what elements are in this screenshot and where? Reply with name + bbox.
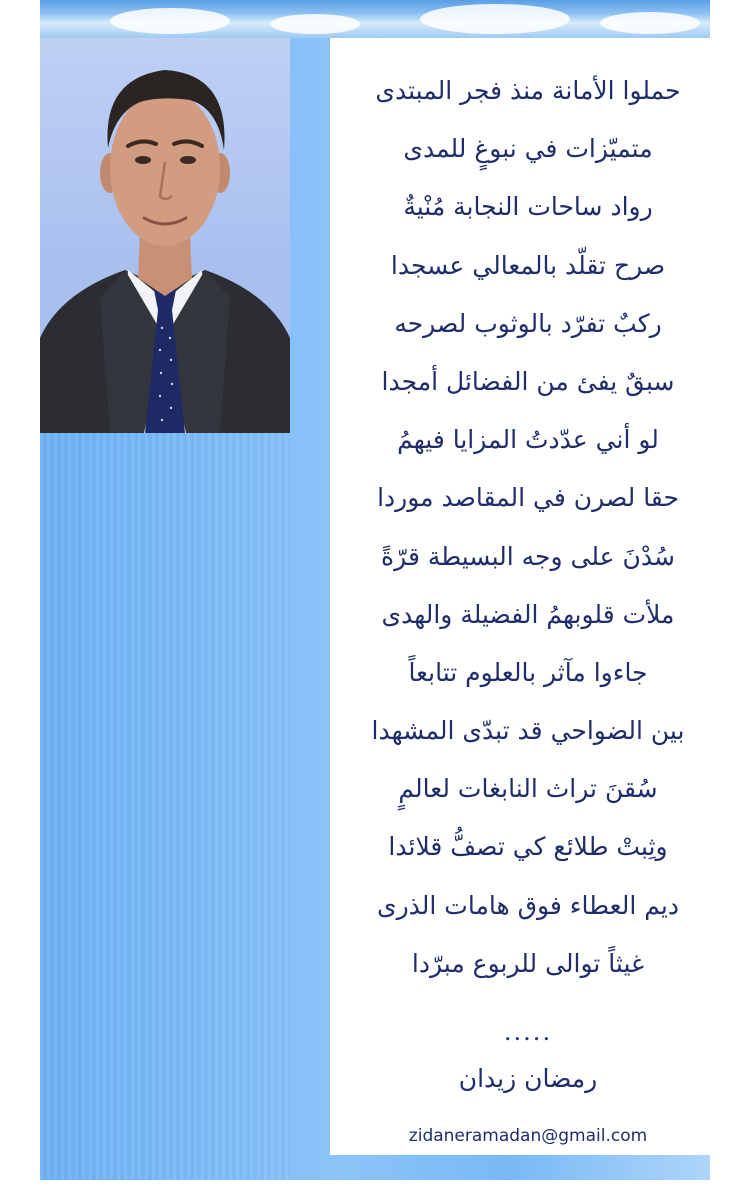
poem-verse: متميّزات في نبوغٍ للمدى	[403, 134, 653, 164]
poem-verse: جاءوا مآثر بالعلوم تتابعاً	[408, 657, 648, 687]
poem-verse: سُدْنَ على وجه البسيطة قرّةً	[381, 541, 675, 571]
author-email: zidaneramadan@gmail.com	[408, 1126, 648, 1146]
poem-verse: غيثاً توالى للربوع مبرّدا	[411, 948, 645, 978]
poem-verse: حقا لصرن في المقاصد موردا	[377, 483, 679, 513]
cloud-shape	[420, 4, 570, 34]
poem-verse: بين الضواحي قد تبدّى المشهدا	[371, 716, 685, 746]
poem-verse: وثِبتْ طلائع كي تصفُّ قلائدا	[388, 832, 668, 862]
poem-verse: صرح تقلّد بالمعالي عسجدا	[390, 250, 666, 280]
poem-verse: حملوا الأمانة منذ فجر المبتدى	[375, 76, 681, 105]
cloud-shape	[270, 14, 360, 34]
poem-ellipsis: .....	[503, 1018, 553, 1046]
poem-verse: ركبٌ تفرّد بالوثوب لصرحه	[394, 308, 662, 338]
poster-frame	[40, 38, 710, 1180]
cloud-shape	[110, 8, 230, 34]
poem-verse: ديم العطاء فوق هامات الذرى	[377, 890, 679, 920]
portrait-illustration	[40, 38, 290, 433]
poem-verse: ملأت قلوبهمُ الفضيلة والهدى	[381, 599, 675, 629]
author-signature: رمضان زيدان	[458, 1064, 598, 1093]
poem-verses	[330, 62, 726, 993]
poem-verse: سُقنَ تراث النابغات لعالمٍ	[398, 774, 658, 804]
poem-verse: سبقٌ يفئ من الفضائل أمجدا	[381, 366, 675, 396]
cloud-shape	[600, 12, 700, 34]
decorative-stripes	[40, 433, 290, 1180]
poem-verse: لو أني عدّدتُ المزايا فيهمُ	[397, 425, 659, 455]
poem-panel	[330, 38, 726, 1155]
author-portrait	[40, 38, 290, 433]
poem-verse: رواد ساحات النجابة مُنْيةٌ	[403, 192, 653, 222]
sky-banner	[40, 0, 710, 38]
